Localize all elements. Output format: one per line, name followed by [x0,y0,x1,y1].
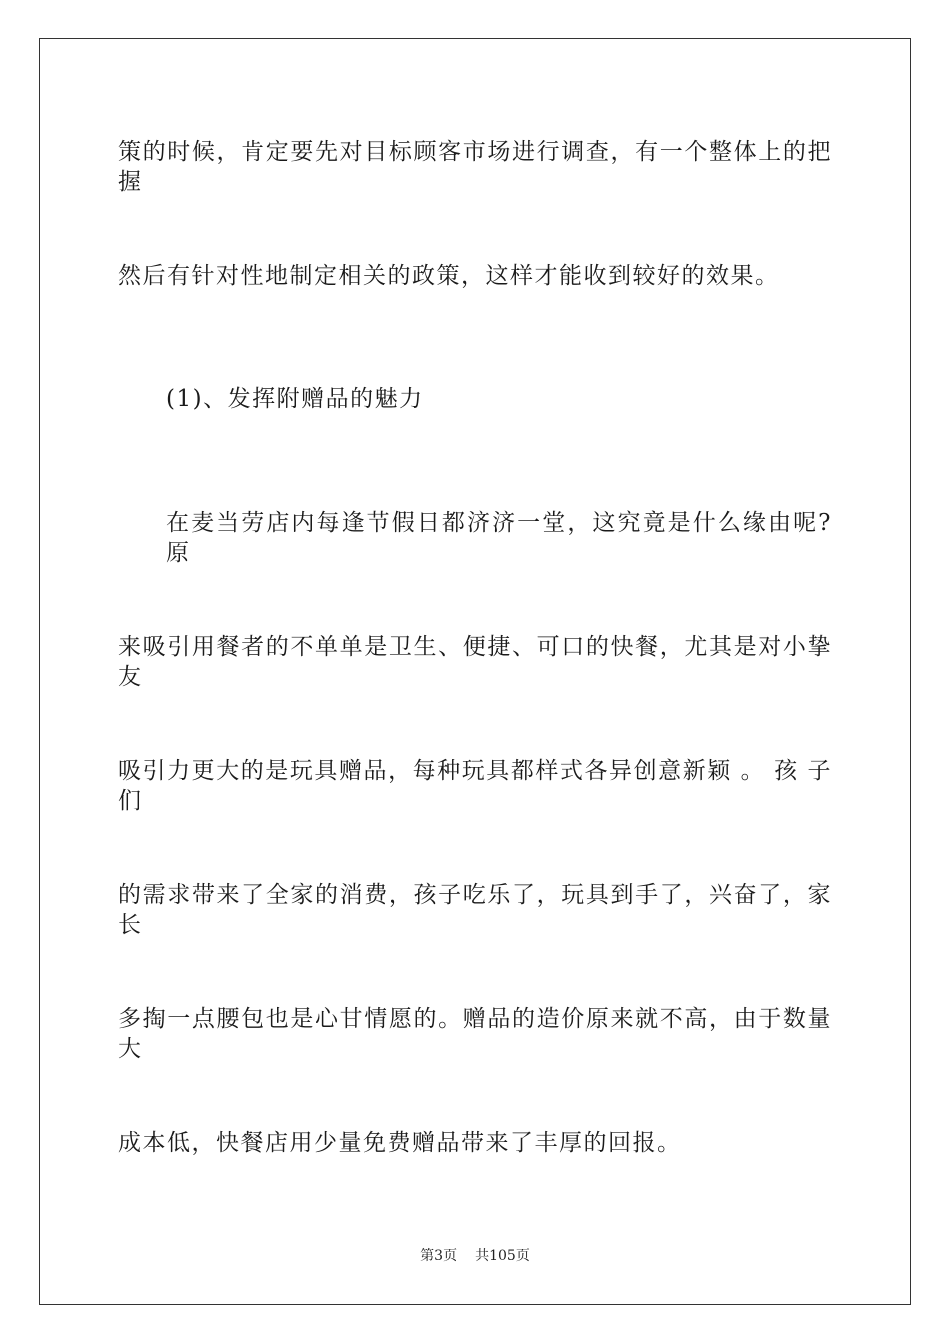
section-heading: (1)、发挥附赠品的魅力 [166,386,424,412]
paragraph-line: 来吸引用餐者的不单单是卫生、便捷、可口的快餐，尤其是对小挚友 [118,634,832,690]
total-pages: 共105页 [475,1248,530,1264]
paragraph-line: 然后有针对性地制定相关的政策，这样才能收到较好的效果。 [118,263,780,289]
paragraph-line: 吸引力更大的是玩具赠品，每种玩具都样式各异创意新颖 。 孩 子 们 [118,758,832,814]
page-border [39,38,911,1305]
paragraph-line: 成本低，快餐店用少量免费赠品带来了丰厚的回报。 [118,1130,682,1156]
paragraph-line: 在麦当劳店内每逢节假日都济济一堂，这究竟是什么缘由呢?原 [166,510,832,566]
paragraph-line: 多掏一点腰包也是心甘情愿的。赠品的造价原来就不高，由于数量大 [118,1006,832,1062]
page-footer [0,1246,950,1266]
page-number: 第3页 [420,1248,458,1264]
paragraph-line: 的需求带来了全家的消费，孩子吃乐了，玩具到手了，兴奋了，家长 [118,882,832,938]
paragraph-line: 策的时候，肯定要先对目标顾客市场进行调查，有一个整体上的把握 [118,139,832,195]
